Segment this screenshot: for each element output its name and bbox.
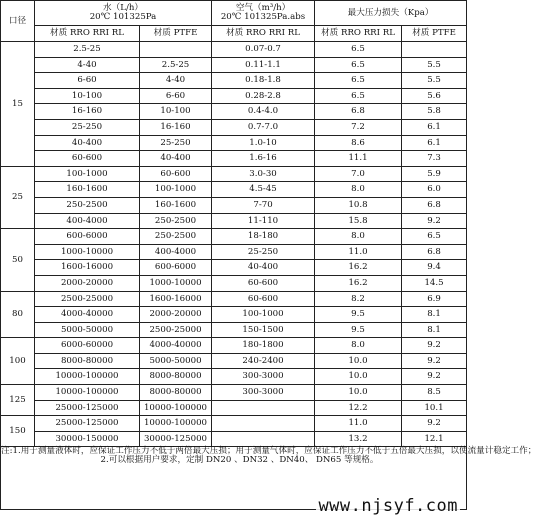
diameter-cell: 80 [1,291,35,338]
table-cell: 12.1 [402,431,467,447]
table-cell: 6-60 [140,88,212,104]
table-cell: 6-60 [35,73,140,89]
table-cell: 15.8 [315,213,402,229]
table-body [1,42,467,447]
table-row [1,353,467,369]
table-cell: 6.5 [315,42,402,58]
table-cell: 25-250 [140,135,212,151]
table-row [1,135,467,151]
table-cell: 8.6 [315,135,402,151]
table-row [1,213,467,229]
table-cell: 25000-125000 [35,400,140,416]
diameter-cell: 15 [1,42,35,167]
table-cell: 10000-100000 [140,400,212,416]
table-cell: 0.7-7.0 [212,119,315,135]
diameter-cell: 150 [1,416,35,447]
table-cell [212,416,315,432]
table-cell: 160-1600 [140,197,212,213]
table-cell: 8.2 [315,291,402,307]
table-cell: 240-2400 [212,353,315,369]
table-cell: 6.5 [315,73,402,89]
table-cell: 100-1000 [35,166,140,182]
table-cell: 600-6000 [140,260,212,276]
table-cell: 180-1800 [212,338,315,354]
table-row [1,197,467,213]
table-cell: 10.1 [402,400,467,416]
table-cell: 11.0 [315,416,402,432]
table-cell: 9.5 [315,307,402,323]
note-1: 注:1.用于测量液体时，应保证工作压力不低于两倍最大压损；用于测量气体时，应保证工作压力不低于五倍最大压损，以使流量计稳定工作； [1,446,536,457]
table-cell: 11.0 [315,244,402,260]
table-cell: 10.0 [315,369,402,385]
table-cell: 5.5 [402,73,467,89]
table-cell: 60-600 [212,291,315,307]
sub-header: 材质 RRO RRI RL [35,26,140,42]
table-row [1,42,467,58]
table-cell: 8000-80000 [35,353,140,369]
table-cell: 10000-100000 [140,416,212,432]
table-row [1,416,467,432]
table-cell: 0.18-1.8 [212,73,315,89]
table-cell: 4-40 [35,57,140,73]
table-cell: 6.1 [402,135,467,151]
table-cell: 1000-10000 [140,275,212,291]
table-cell: 5000-50000 [35,322,140,338]
table-cell: 40-400 [35,135,140,151]
table-cell: 600-6000 [35,229,140,245]
table-cell: 4000-40000 [140,338,212,354]
table-cell: 13.2 [315,431,402,447]
table-cell: 8.0 [315,229,402,245]
table-cell: 300-3000 [212,385,315,401]
table-cell: 25000-125000 [35,416,140,432]
table-cell: 14.5 [402,275,467,291]
table-row [1,400,467,416]
table-cell: 4-40 [140,73,212,89]
table-cell: 9.2 [402,213,467,229]
table-cell: 7.3 [402,151,467,167]
table-cell: 5.6 [402,88,467,104]
table-cell: 150-1500 [212,322,315,338]
table-cell: 16-160 [140,119,212,135]
table-cell [212,431,315,447]
table-cell: 160-1600 [35,182,140,198]
table-cell: 60-600 [212,275,315,291]
table-cell: 8.1 [402,307,467,323]
table-cell: 1.6-16 [212,151,315,167]
sub-header: 材质 RRO RRI RL [315,26,402,42]
table-cell: 250-2500 [140,229,212,245]
table-cell: 6.8 [315,104,402,120]
table-cell: 0.28-2.8 [212,88,315,104]
table-row [1,151,467,167]
table-cell: 8.1 [402,322,467,338]
table-row [1,119,467,135]
table-cell: 10.0 [315,385,402,401]
table-cell: 60-600 [140,166,212,182]
table-cell: 2500-25000 [35,291,140,307]
table-row [1,385,467,401]
table-cell: 4000-40000 [35,307,140,323]
note-2: 2.可以根据用户要求，定制 DN20 、DN32 、DN40、 DN65 等规格。 [100,455,379,466]
table-cell: 40-400 [212,260,315,276]
table-row [1,338,467,354]
water-title: 水（L/h） [103,3,143,14]
table-cell: 9.4 [402,260,467,276]
table-cell: 6.8 [402,197,467,213]
table-cell [140,42,212,58]
table-cell: 10-100 [140,104,212,120]
table-cell: 6000-60000 [35,338,140,354]
table-cell: 0.4-4.0 [212,104,315,120]
table-row [1,322,467,338]
table-row [1,229,467,245]
table-cell: 2500-25000 [140,322,212,338]
table-cell: 8000-80000 [140,385,212,401]
table-cell: 1600-16000 [35,260,140,276]
table-cell: 40-400 [140,151,212,167]
table-cell: 16.2 [315,275,402,291]
table-cell: 6.5 [315,88,402,104]
air-header [212,1,315,26]
table-cell: 16.2 [315,260,402,276]
table-cell: 16-160 [35,104,140,120]
sub-header: 材质 PTFE [140,26,212,42]
table-cell: 1.0-10 [212,135,315,151]
table-row [1,182,467,198]
table-cell: 9.2 [402,416,467,432]
table-cell: 9.5 [315,322,402,338]
diameter-cell: 100 [1,338,35,385]
table-cell: 10.8 [315,197,402,213]
table-cell: 3.0-30 [212,166,315,182]
table-header [1,1,467,42]
water-condition: 20℃ 101325Pa [89,12,157,22]
table-row [1,104,467,120]
table-cell: 5000-50000 [140,353,212,369]
table-cell: 10.0 [315,353,402,369]
air-condition: 20℃ 101325Pa.abs [220,12,306,22]
table-cell: 400-4000 [35,213,140,229]
table-cell: 9.2 [402,353,467,369]
table-cell: 25-250 [35,119,140,135]
table-cell: 11-110 [212,213,315,229]
table-cell: 2.5-25 [35,42,140,58]
diameter-cell: 125 [1,385,35,416]
table-cell: 25-250 [212,244,315,260]
table-cell: 2000-20000 [35,275,140,291]
table-cell: 9.2 [402,338,467,354]
table-cell: 5.8 [402,104,467,120]
table-cell: 7.2 [315,119,402,135]
table-cell: 5.9 [402,166,467,182]
table-cell: 30000-125000 [140,431,212,447]
table-cell: 30000-150000 [35,431,140,447]
table-cell: 11.1 [315,151,402,167]
air-title: 空气（m³/h） [235,3,291,14]
table-cell [212,400,315,416]
sub-header: 材质 RRO RRI RL [212,26,315,42]
table-cell: 9.2 [402,369,467,385]
table-cell: 8.0 [315,338,402,354]
table-cell: 400-4000 [140,244,212,260]
water-header [35,1,212,26]
table-row [1,73,467,89]
table-row [1,291,467,307]
diameter-cell: 25 [1,166,35,228]
table-row [1,166,467,182]
table-cell: 100-1000 [212,307,315,323]
table-cell: 100-1000 [140,182,212,198]
diameter-cell: 50 [1,229,35,291]
table-cell: 1000-10000 [35,244,140,260]
table-cell: 6.1 [402,119,467,135]
table-cell: 60-600 [35,151,140,167]
sub-header: 材质 PTFE [402,26,467,42]
table-cell: 6.8 [402,244,467,260]
table-cell: 6.9 [402,291,467,307]
table-cell: 2000-20000 [140,307,212,323]
table-cell: 4.5-45 [212,182,315,198]
table-cell: 300-3000 [212,369,315,385]
diameter-header: 口径 [1,1,35,42]
table-cell: 2.5-25 [140,57,212,73]
table-cell: 6.0 [402,182,467,198]
table-row [1,307,467,323]
table-cell: 7-70 [212,197,315,213]
table-cell: 8.0 [315,182,402,198]
table-cell: 1600-16000 [140,291,212,307]
table-row [1,57,467,73]
table-cell: 250-2500 [140,213,212,229]
table-cell: 6.5 [402,229,467,245]
table-cell [402,42,467,58]
watermark-text: www.njsyf.com [318,496,458,516]
table-cell: 12.2 [315,400,402,416]
table-cell: 10-100 [35,88,140,104]
table-cell: 18-180 [212,229,315,245]
table-cell: 0.11-1.1 [212,57,315,73]
table-cell: 250-2500 [35,197,140,213]
table-cell: 10000-100000 [35,369,140,385]
table-cell: 6.5 [315,57,402,73]
table-cell: 8000-80000 [140,369,212,385]
table-row [1,260,467,276]
table-cell: 7.0 [315,166,402,182]
table-row [1,275,467,291]
table-cell: 5.5 [402,57,467,73]
table-row [1,244,467,260]
table-cell: 0.07-0.7 [212,42,315,58]
table-row [1,369,467,385]
table-row [1,431,467,447]
pressure-loss-header: 最大压力损失（Kpa） [315,1,467,26]
table-row [1,88,467,104]
table-cell: 10000-100000 [35,385,140,401]
table-cell: 8.5 [402,385,467,401]
